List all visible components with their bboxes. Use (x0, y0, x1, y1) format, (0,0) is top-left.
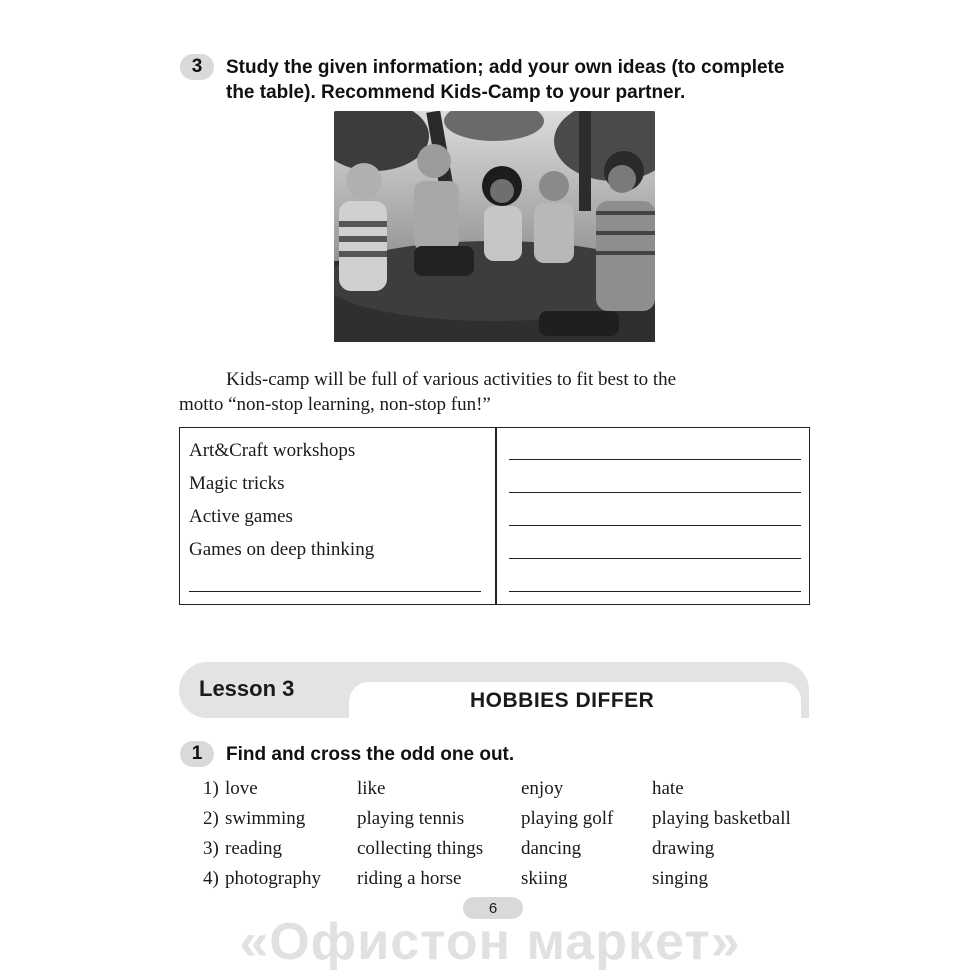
word-option[interactable]: enjoy (521, 778, 564, 799)
answer-blank[interactable] (509, 591, 801, 592)
word-option[interactable]: singing (652, 868, 708, 889)
answer-blank[interactable] (509, 492, 801, 493)
task-title (226, 55, 784, 105)
word-option[interactable]: swimming (225, 808, 306, 829)
intro-line-2: motto “non-stop learning, non-stop fun!” (179, 394, 491, 415)
task-title-line-1: Study the given information; add your own ideas (to complete (226, 57, 785, 78)
task-number-badge (180, 741, 214, 767)
word-option[interactable]: like (357, 778, 386, 799)
word-option[interactable]: playing basketball (652, 808, 791, 829)
answer-blank[interactable] (509, 558, 801, 559)
task-number: 3 (191, 56, 203, 77)
word-option[interactable]: dancing (521, 838, 582, 859)
word-option[interactable]: collecting things (357, 838, 484, 859)
page-number: 6 (488, 899, 498, 917)
answer-blank[interactable] (189, 591, 481, 592)
task-title: Find and cross the odd one out. (226, 744, 515, 765)
kids-camp-photo (334, 111, 655, 342)
activity-item: Magic tricks (189, 473, 285, 494)
row-number: 3) (203, 838, 219, 859)
activity-item: Games on deep thinking (189, 539, 375, 560)
activities-table (179, 427, 810, 605)
word-option[interactable]: photography (225, 868, 322, 889)
word-option[interactable]: reading (225, 838, 282, 859)
watermark-text: «Офистон маркет» (239, 913, 741, 971)
activity-item: Art&Craft workshops (189, 440, 356, 461)
task-number: 1 (191, 743, 203, 764)
row-number: 1) (203, 778, 219, 799)
row-number: 4) (203, 868, 219, 889)
word-option[interactable]: hate (652, 778, 684, 799)
task-title-line-2: the table). Recommend Kids-Camp to your partner. (226, 82, 686, 103)
answer-blank[interactable] (509, 459, 801, 460)
word-option[interactable]: drawing (652, 838, 715, 859)
intro-line-1: Kids-camp will be full of various activities to fit best to the (226, 369, 677, 390)
word-option[interactable]: playing tennis (357, 808, 465, 829)
activity-item: Active games (189, 506, 293, 527)
word-option[interactable]: playing golf (521, 808, 614, 829)
table-divider (495, 428, 497, 604)
row-number: 2) (203, 808, 219, 829)
word-option[interactable]: riding a horse (357, 868, 462, 889)
answer-blank[interactable] (509, 525, 801, 526)
lesson-label: Lesson 3 (199, 676, 295, 701)
word-option[interactable]: love (225, 778, 258, 799)
lesson-title: HOBBIES DIFFER (470, 689, 655, 712)
word-option[interactable]: skiing (521, 868, 568, 889)
task-number-badge (180, 54, 214, 80)
